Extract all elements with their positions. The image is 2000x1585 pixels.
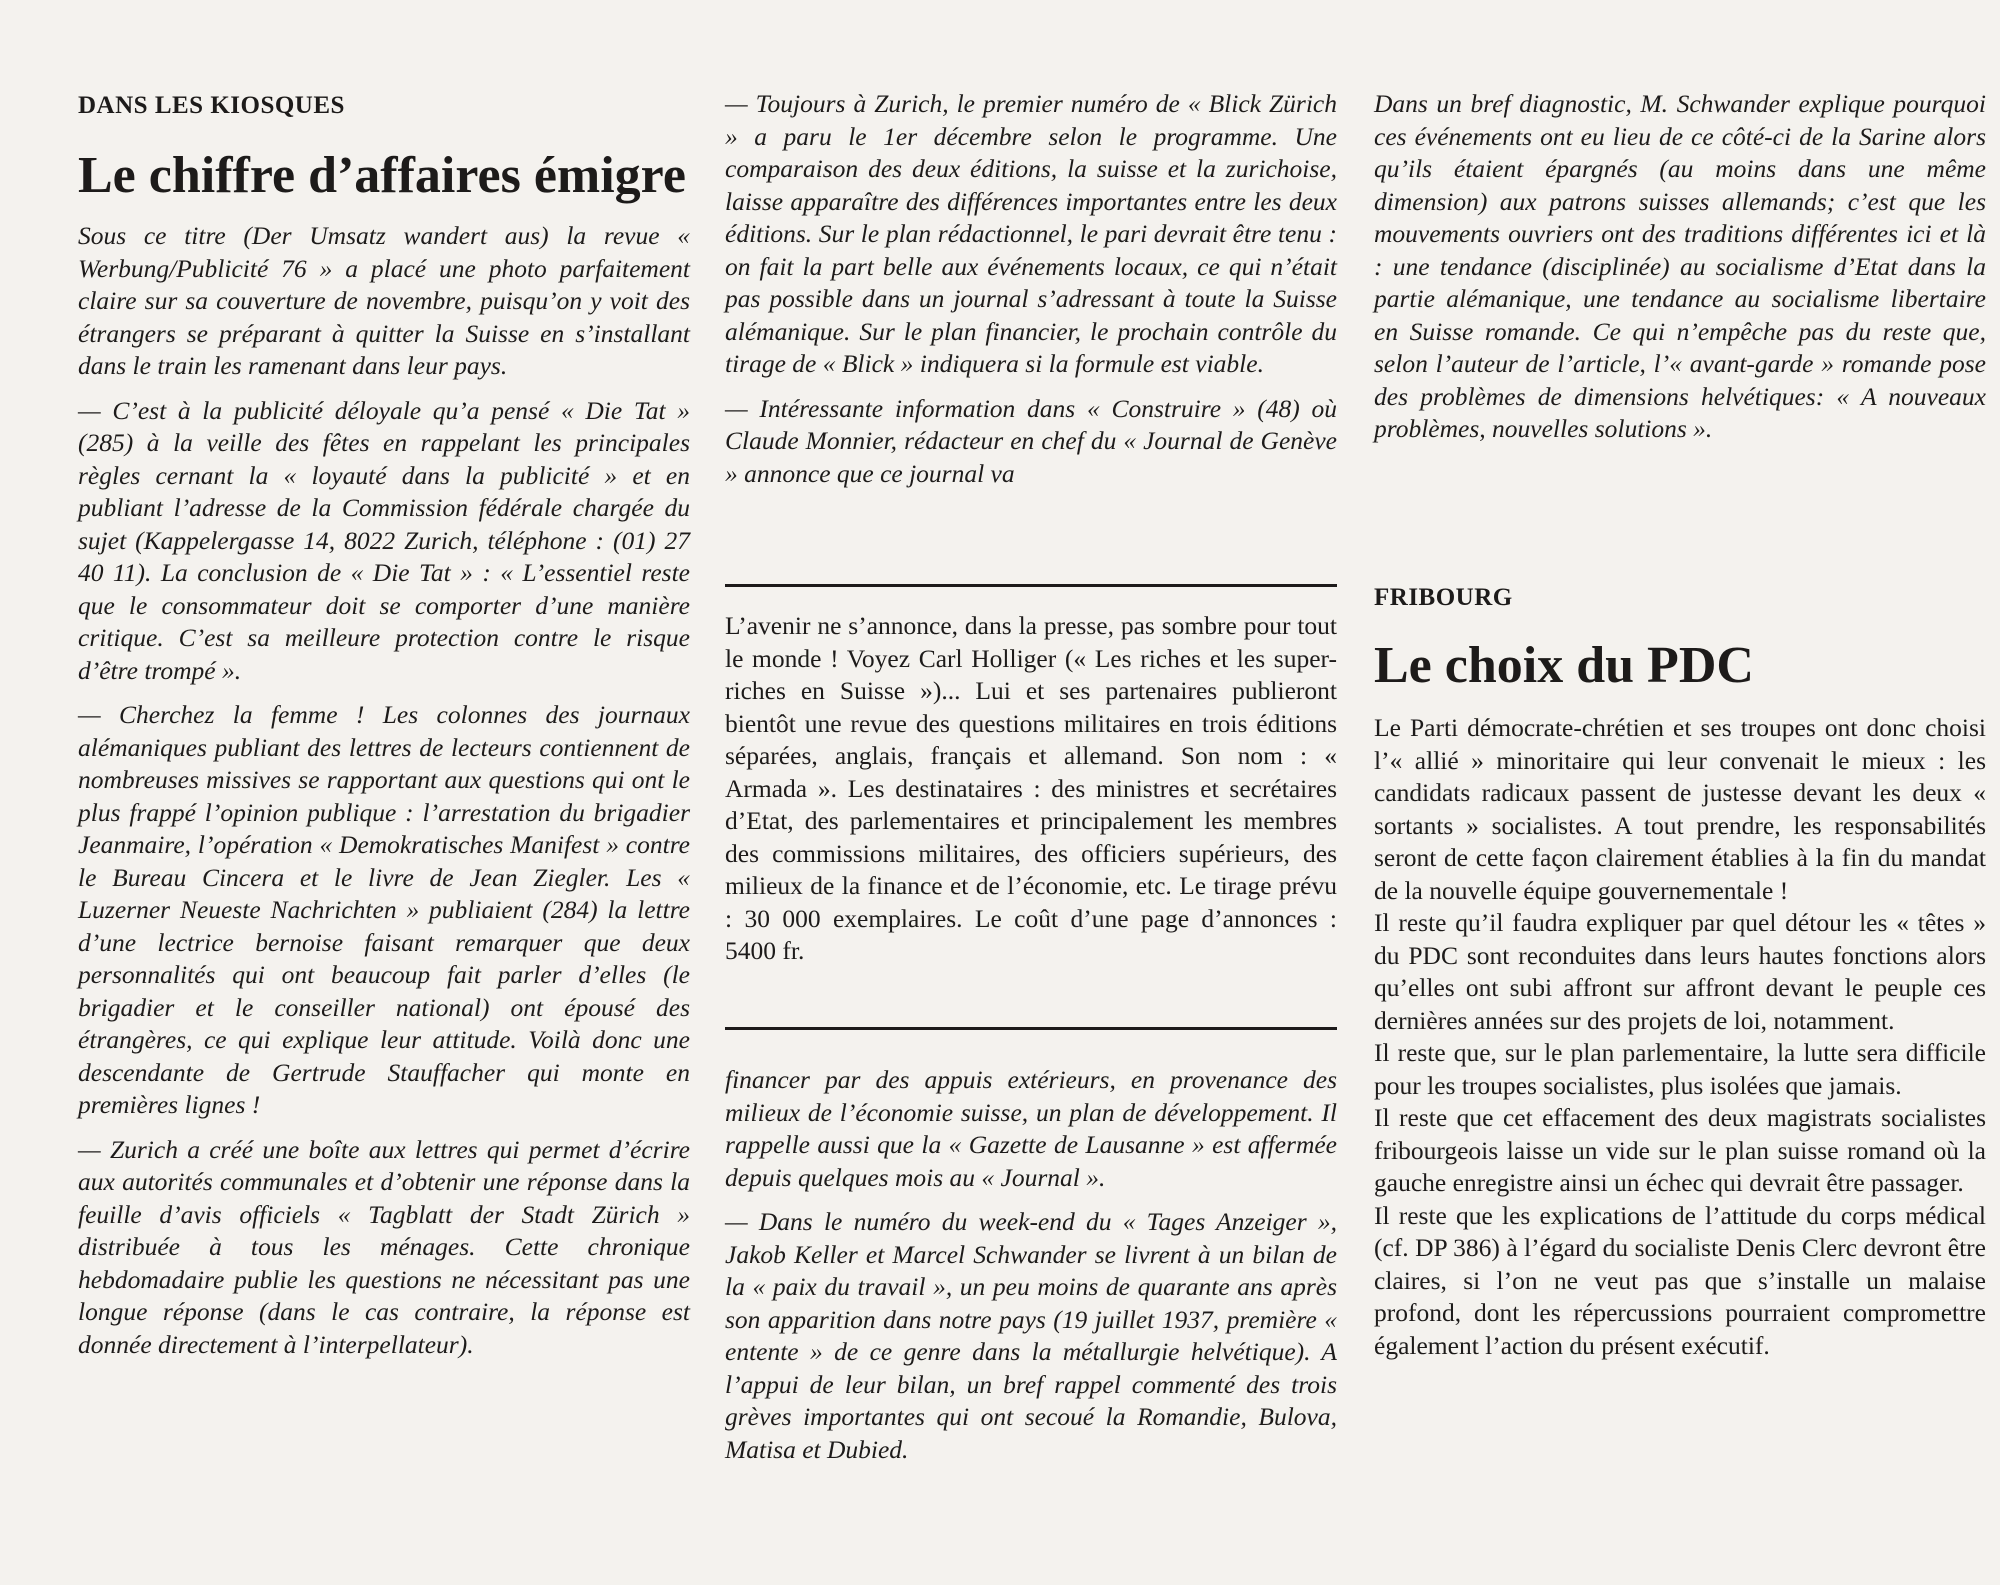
article-body-bottom xyxy=(725,1064,1337,1478)
article-title: Le choix du PDC xyxy=(1374,637,1754,694)
paragraph: L’avenir ne s’annonce, dans la presse, pas sombre pour tout le monde ! Voyez Carl Holliger (« Les riches et les super-riches en Suisse »)... Lui et ses partenaires publieront bientôt une revue des questions militaires en trois éditions séparées, anglais, français et allemand. Son nom : « Armada ». Les destinataires : des ministres et secrétaires d’Etat, des parlementaires et principalement les membres des commissions militaires, des officiers supérieurs, des milieux de la finance et de l’économie, etc. Le tirage prévu : 30 000 exemplaires. Le coût d’une page d’annonces : 5400 fr. xyxy=(725,611,1337,965)
article-body xyxy=(78,220,690,1373)
box-bottom-rule xyxy=(725,1027,1337,1030)
paragraph: Le Parti démocrate-chrétien et ses troupes ont donc choisi l’« allié » minoritaire qui leur convenait le mieux : les candidats radicaux passent de justesse devant les deux « sortants » socialistes. A tout prendre, les responsabilités seront de cette façon clairement établies à la fin du mandat de la nouvelle équipe gouvernementale ! xyxy=(1374,713,1986,905)
boxed-note xyxy=(725,610,1337,968)
paragraph: Dans un bref diagnostic, M. Schwander explique pourquoi ces événements ont eu lieu de ce côté-ci de la Sarine alors qu’ils étaient épargnés (au moins dans une même dimension) aux patrons suisses allemands; c’est que les mouvements ouvriers ont des traditions différentes ici et là : une tendance (disciplinée) au socialisme d’Etat dans la partie alémanique, une tendance au socialisme libertaire en Suisse romande. Ce qui n’empêche pas du reste que, selon l’auteur de l’article, l’« avant-garde » romande pose des problèmes de dimensions helvétiques: « A nouveaux problèmes, nouvelles solutions ». xyxy=(1374,89,1986,443)
paragraph: — Dans le numéro du week-end du « Tages Anzeiger », Jakob Keller et Marcel Schwander se livrent à un bilan de la « paix du travail », un peu moins de quarante ans après son apparition dans notre pays (19 juillet 1937, première « entente » de ce genre dans la métallurgie helvétique). A l’appui de leur bilan, un bref rappel commenté des trois grèves importantes qui ont secoué la Romandie, Bulova, Matisa et Dubied. xyxy=(725,1207,1337,1464)
paragraph: Il reste que, sur le plan parlementaire, la lutte sera difficile pour les troupes socialistes, plus isolées que jamais. xyxy=(1374,1038,1986,1100)
paragraph: — Intéressante information dans « Construire » (48) où Claude Monnier, rédacteur en chef du « Journal de Genève » annonce que ce journal va xyxy=(725,393,1337,488)
article-title: Le chiffre d’affaires émigre xyxy=(78,147,686,204)
paragraph: — Zurich a créé une boîte aux lettres qui permet d’écrire aux autorités communales et d’obtenir une réponse dans la feuille d’avis officiels « Tagblatt der Stadt Zürich » distribuée à tous les ménages. Cette chronique hebdomadaire publie les questions ne nécessitant pas une longue réponse (dans le cas contraire, la réponse est donnée directement à l’interpellateur). xyxy=(78,1134,690,1359)
paragraph: — C’est à la publicité déloyale qu’a pensé « Die Tat » (285) à la veille des fêtes en rappelant les principales règles cernant la « loyauté dans la publicité » et en publiant l’adresse de la Commission fédérale chargée du sujet (Kappelergasse 14, 8022 Zurich, téléphone : (01) 27 40 11). La conclusion de « Die Tat » : « L’essentiel reste que le consommateur doit se comporter d’une manière critique. C’est sa meilleure protection contre le risque d’être trompé ». xyxy=(78,395,690,685)
paragraph: Il reste que les explications de l’attitude du corps médical (cf. DP 386) à l’égard du socialiste Denis Clerc devront être claires, si l’on ne veut pas que s’installe un malaise profond, dont les répercussions pourraient compromettre également l’action du présent exécutif. xyxy=(1374,1200,1986,1360)
article-body-continuation xyxy=(1374,88,1986,458)
paragraph: financer par des appuis extérieurs, en provenance des milieux de l’économie suisse, un plan de développement. Il rappelle aussi que la « Gazette de Lausanne » est affermée depuis quelques mois au « Journal ». xyxy=(725,1065,1337,1192)
paragraph: — Toujours à Zurich, le premier numéro de « Blick Zürich » a paru le 1er décembre selon le programme. Une comparaison des deux éditions, la suisse et la zurichoise, laisse apparaître des différences importantes entre les deux éditions. Sur le plan rédactionnel, le pari devrait être tenu : on fait la part belle aux événements locaux, ce qui n’était pas possible dans un journal s’adressant à toute la Suisse alémanique. Sur le plan financier, le prochain contrôle du tirage de « Blick » indiquera si la formule est viable. xyxy=(725,89,1337,378)
paragraph: Il reste que cet effacement des deux magistrats socialistes fribourgeois laisse un vide sur le plan suisse romand où la gauche enregistre ainsi un échec qui devrait être passager. xyxy=(1374,1103,1986,1197)
section-kicker: DANS LES KIOSQUES xyxy=(78,92,345,119)
section-kicker: FRIBOURG xyxy=(1374,584,1513,611)
paragraph: Sous ce titre (Der Umsatz wandert aus) la revue « Werbung/Publicité 76 » a placé une photo parfaitement claire sur sa couverture de novembre, puisqu’on y voit des étrangers se préparant à quitter la Suisse en s’installant dans le train les ramenant dans leur pays. xyxy=(78,221,690,380)
article-body xyxy=(1374,712,1986,1362)
box-top-rule xyxy=(725,584,1337,587)
paragraph: Il reste qu’il faudra expliquer par quel détour les « têtes » du PDC sont reconduites dans leurs hautes fonctions alors qu’elles ont subi affront sur affront devant le peuple ces dernières années sur des projets de loi, notamment. xyxy=(1374,908,1986,1035)
article-body-top xyxy=(725,88,1337,502)
paragraph: — Cherchez la femme ! Les colonnes des journaux alémaniques publiant des lettres de lecteurs contiennent de nombreuses missives se rapportant aux questions qui ont le plus frappé l’opinion publique : l’arrestation du brigadier Jeanmaire, l’opération « Demokratisches Manifest » contre le Bureau Cincera et le livre de Jean Ziegler. Les « Luzerner Neueste Nachrichten » publiaient (284) la lettre d’une lectrice bernoise faisant remarquer que deux personnalités qui ont beaucoup fait parler d’elles (le brigadier et le conseiller national) ont épousé des étrangères, ce qui explique leur attitude. Voilà donc une descendante de Gertrude Stauffacher qui monte en premières lignes ! xyxy=(78,700,690,1119)
